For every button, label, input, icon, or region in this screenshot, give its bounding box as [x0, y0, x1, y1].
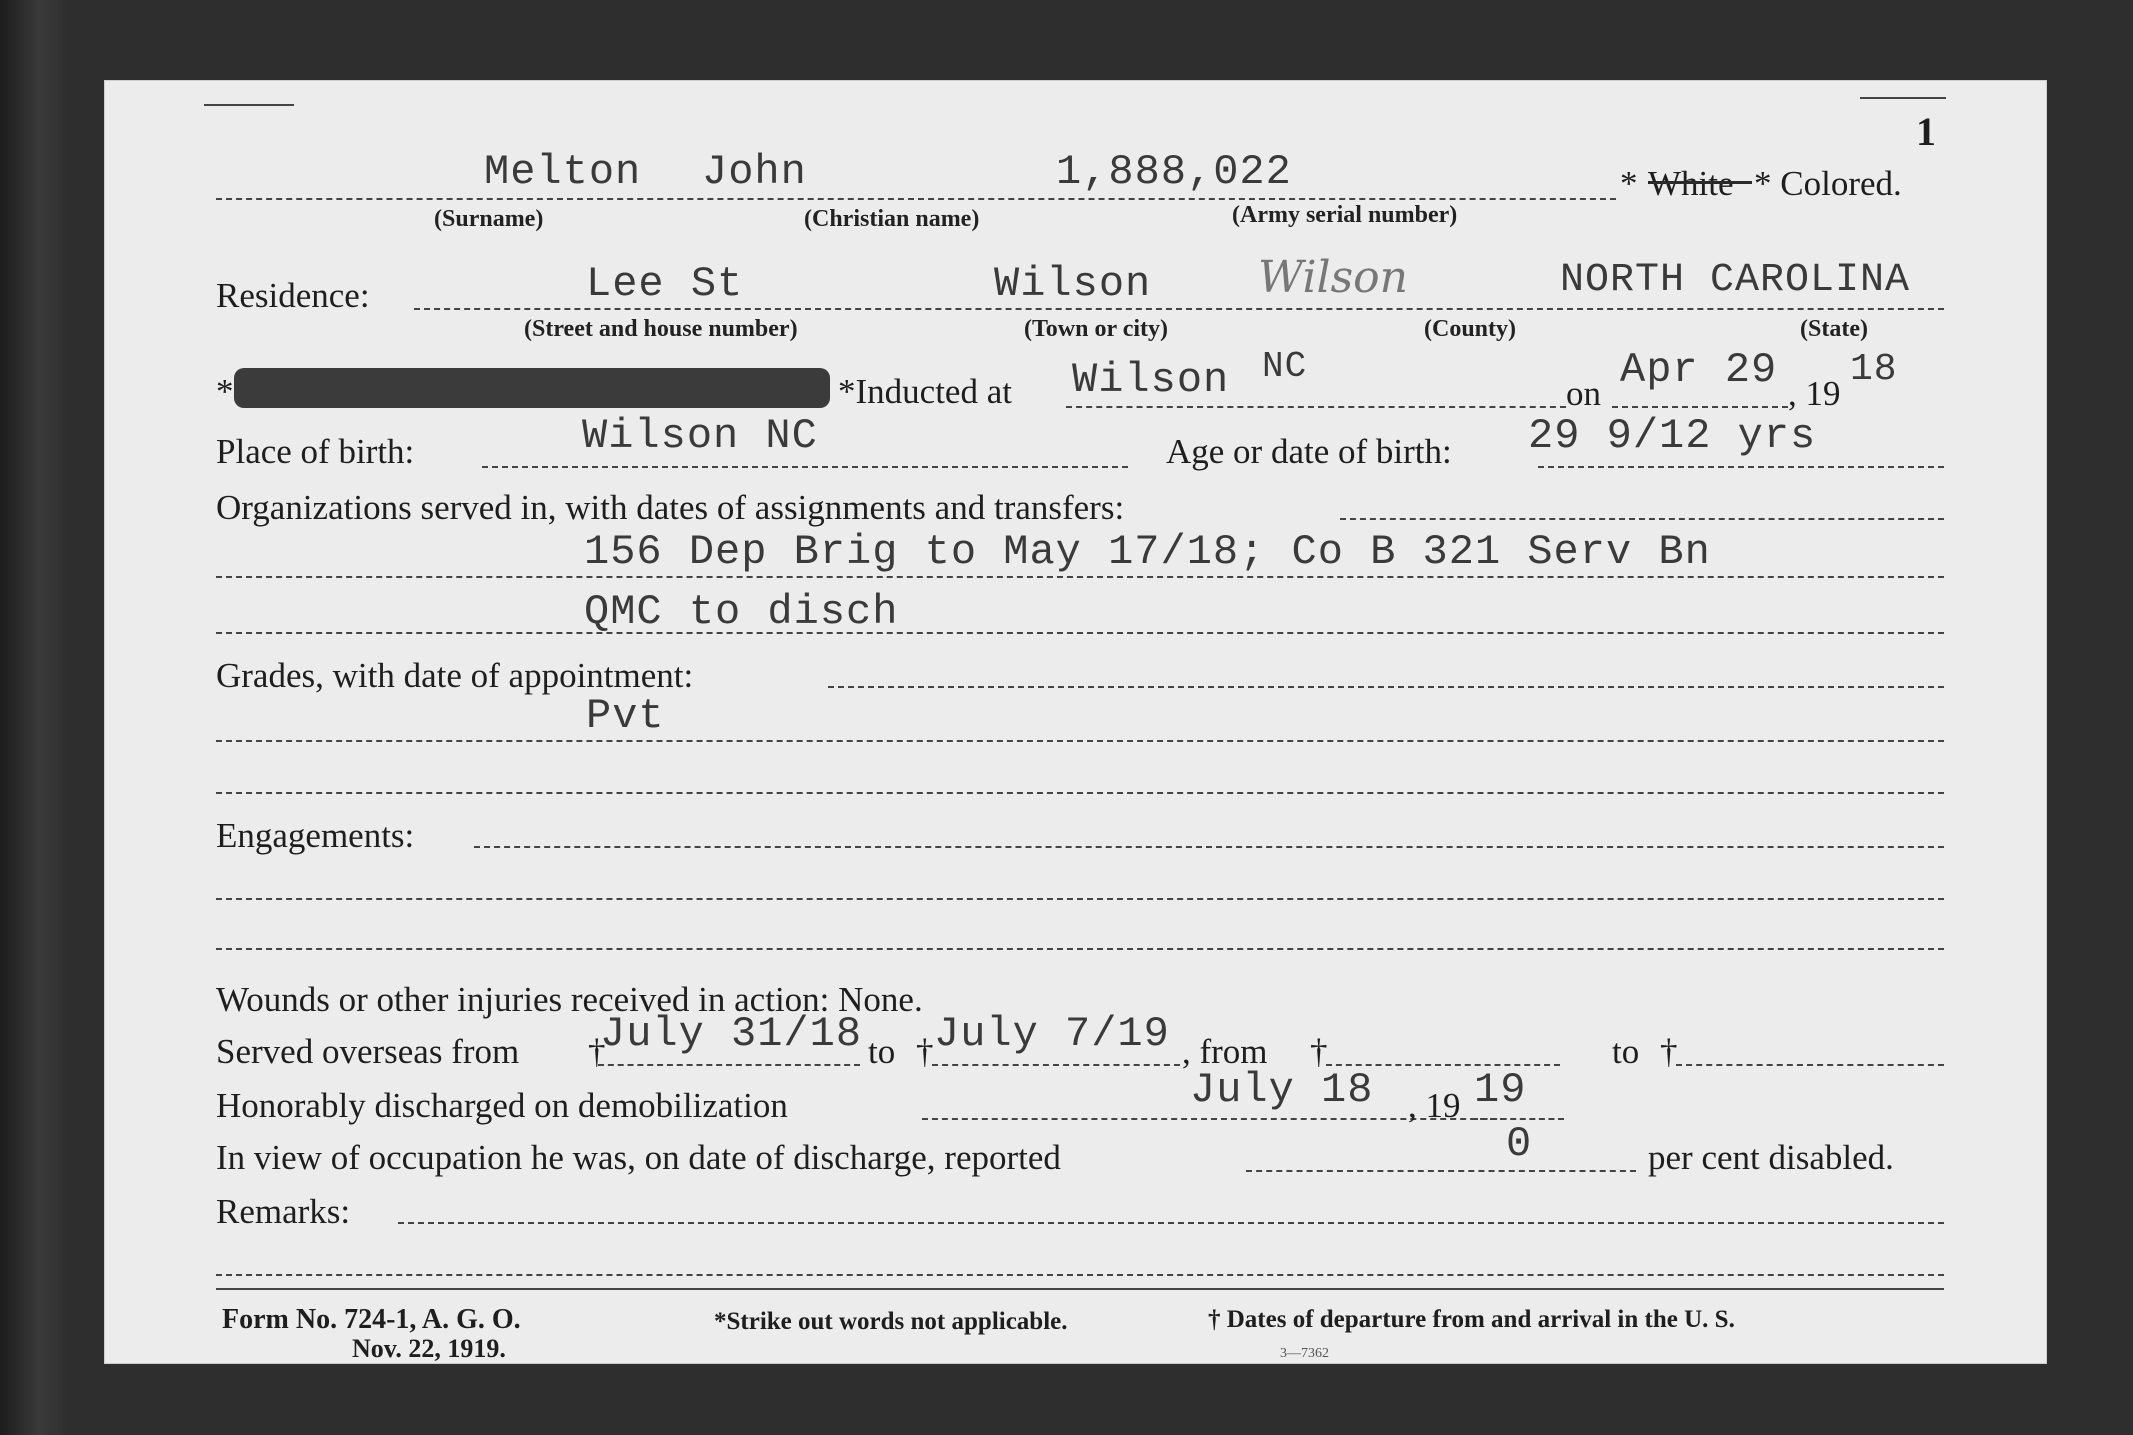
induction-year-value: 18 — [1850, 348, 1898, 391]
corner-mark-left — [204, 104, 294, 106]
organizations-line2 — [216, 632, 1944, 634]
organizations-label: Organizations served in, with dates of assignments and transfers: — [216, 488, 1125, 527]
strike-through-white — [1648, 181, 1752, 184]
disability-suffix: per cent disabled. — [1648, 1138, 1894, 1177]
engagements-label: Engagements: — [216, 816, 415, 855]
form-date: Nov. 22, 1919. — [352, 1334, 506, 1363]
overseas-from-label-2: , from — [1182, 1032, 1268, 1071]
race-white-struck: White — [1648, 164, 1734, 203]
dates-note: † Dates of departure from and arrival in the U. S. — [1208, 1306, 1735, 1333]
surname-caption: (Surname) — [434, 206, 544, 232]
corner-mark-right — [1860, 97, 1946, 99]
inducted-label: *Inducted at — [838, 372, 1012, 411]
state-value: NORTH CAROLINA — [1560, 258, 1911, 303]
print-code: 3—7362 — [1280, 1346, 1329, 1361]
engagements-line3 — [216, 948, 1944, 950]
remarks-line1 — [398, 1222, 1944, 1224]
residence-line — [414, 308, 1944, 310]
place-of-birth-line — [482, 466, 1128, 468]
discharge-label: Honorably discharged on demobilization — [216, 1086, 788, 1125]
street-value: Lee St — [586, 260, 744, 308]
overseas-label: Served overseas from — [216, 1032, 520, 1071]
grades-label: Grades, with date of appointment: — [216, 656, 694, 695]
state-caption: (State) — [1800, 316, 1868, 342]
organizations-label-line — [1340, 518, 1944, 520]
remarks-line2 — [216, 1274, 1944, 1276]
place-of-birth-value: Wilson NC — [582, 412, 818, 460]
overseas-from-line — [598, 1064, 860, 1066]
footer-rule — [216, 1288, 1944, 1290]
strike-out-note: *Strike out words not applicable. — [714, 1308, 1068, 1335]
overseas-dagger-3: † — [1310, 1032, 1328, 1071]
form-number: Form No. 724-1, A. G. O. — [222, 1304, 521, 1335]
discharge-year-value: 19 — [1474, 1066, 1527, 1114]
discharge-year-prefix: , 19 — [1408, 1086, 1461, 1125]
card-number: 1 — [1916, 109, 1936, 154]
grades-line1 — [216, 740, 1944, 742]
wounds-label: Wounds or other injuries received in action: None. — [216, 980, 923, 1019]
grades-label-line — [828, 686, 1944, 688]
overseas-dagger-1: † — [588, 1032, 606, 1071]
overseas-dagger-4: † — [1660, 1032, 1678, 1071]
age-line — [1538, 466, 1944, 468]
grades-value: Pvt — [586, 692, 665, 740]
engagements-line2 — [216, 898, 1944, 900]
christian-name-value: John — [702, 148, 807, 196]
serial-number-value: 1,888,022 — [1056, 148, 1292, 196]
overseas-from-value: July 31/18 — [600, 1010, 863, 1058]
residence-label: Residence: — [216, 276, 370, 315]
engagements-line1 — [474, 846, 1944, 848]
organizations-line2-value: QMC to disch — [584, 588, 899, 636]
age-value: 29 9/12 yrs — [1528, 412, 1817, 460]
overseas-to-value: July 7/19 — [934, 1010, 1170, 1058]
overseas-to-label: to — [868, 1032, 896, 1071]
organizations-line1 — [216, 576, 1944, 578]
overseas-to-label-2: to — [1612, 1032, 1640, 1071]
redaction-bar — [234, 368, 830, 408]
surname-value: Melton — [484, 148, 642, 196]
discharge-date-value: July 18 — [1190, 1066, 1374, 1114]
organizations-line1-value: 156 Dep Brig to May 17/18; Co B 321 Serv Bn — [584, 528, 1711, 576]
age-label: Age or date of birth: — [1166, 432, 1452, 471]
induction-year-prefix: , 19 — [1788, 374, 1841, 413]
on-label: on — [1566, 374, 1601, 413]
remarks-label: Remarks: — [216, 1192, 351, 1231]
street-caption: (Street and house number) — [524, 316, 798, 342]
place-of-birth-label: Place of birth: — [216, 432, 415, 471]
inducted-place-value: Wilson — [1072, 356, 1230, 404]
overseas-to-line-2 — [1676, 1064, 1944, 1066]
induction-date-line — [1612, 406, 1788, 408]
disability-value: 0 — [1506, 1120, 1533, 1168]
enlisted-star: * — [216, 372, 234, 411]
town-value: Wilson — [994, 260, 1152, 308]
disability-line — [1246, 1170, 1636, 1172]
inducted-state-value: NC — [1262, 346, 1308, 387]
inducted-line — [1066, 406, 1566, 408]
service-record-card — [104, 80, 2047, 1364]
induction-date-value: Apr 29 — [1620, 346, 1778, 394]
serial-number-caption: (Army serial number) — [1232, 202, 1458, 228]
overseas-dagger-2: † — [916, 1032, 934, 1071]
town-caption: (Town or city) — [1024, 316, 1168, 342]
race-star: * — [1620, 164, 1638, 203]
name-line — [216, 198, 1616, 200]
county-value: Wilson — [1258, 252, 1409, 303]
grades-line2 — [216, 792, 1944, 794]
county-caption: (County) — [1424, 316, 1517, 342]
race-colored: * Colored. — [1754, 164, 1902, 203]
disability-label: In view of occupation he was, on date of discharge, reported — [216, 1138, 1061, 1177]
overseas-to-line — [932, 1064, 1180, 1066]
christian-name-caption: (Christian name) — [804, 206, 980, 232]
